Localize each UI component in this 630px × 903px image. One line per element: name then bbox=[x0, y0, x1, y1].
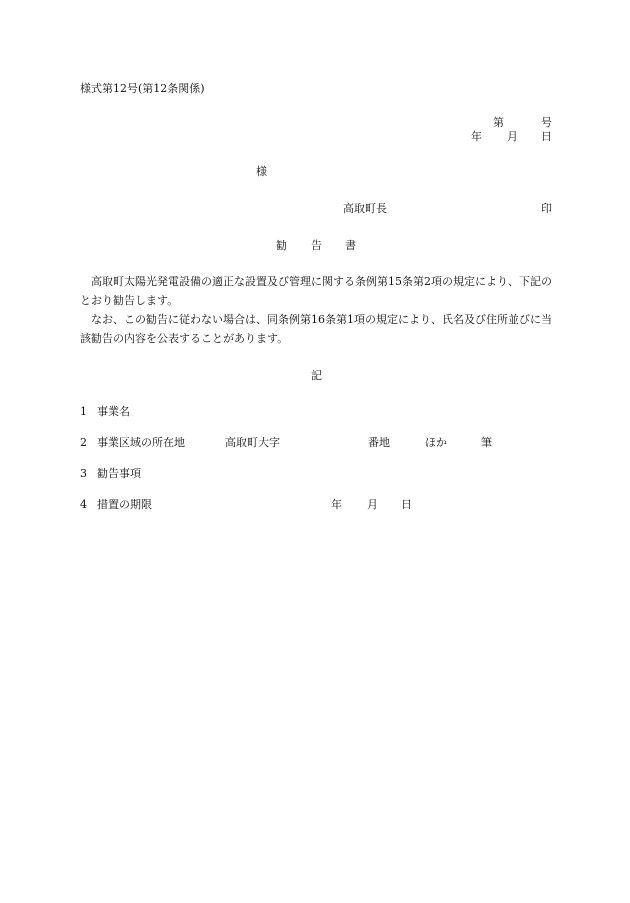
item-number: 1 bbox=[80, 405, 87, 418]
deadline-month: 月 bbox=[367, 498, 378, 511]
date-year: 年 bbox=[471, 130, 482, 143]
location-hitsu: 筆 bbox=[481, 436, 492, 449]
deadline-year: 年 bbox=[331, 498, 342, 511]
item-label-deadline: 措置の期限 bbox=[97, 498, 152, 511]
item-label-recommendation: 勧告事項 bbox=[97, 467, 141, 480]
location-hoka: ほか bbox=[425, 436, 447, 449]
item-label-location: 事業区域の所在地 bbox=[97, 436, 185, 449]
item-number: 2 bbox=[80, 436, 87, 449]
doc-number-go: 号 bbox=[541, 116, 552, 129]
seal-mark: 印 bbox=[541, 202, 552, 215]
title-char-1: 勧 bbox=[276, 239, 287, 252]
doc-number-dai: 第 bbox=[493, 116, 504, 129]
item-number: 3 bbox=[80, 467, 87, 480]
form-label: 様式第12号(第12条関係) bbox=[80, 82, 205, 95]
date-day: 日 bbox=[541, 130, 552, 143]
item-number: 4 bbox=[80, 498, 87, 511]
body-paragraph-2: なお、この勧告に従わない場合は、同条例第16条第1項の規定により、氏名及び住所並びに当該勧告の内容を公表することがあります。 bbox=[80, 313, 552, 345]
deadline-day: 日 bbox=[401, 498, 412, 511]
ki-heading: 記 bbox=[311, 369, 322, 382]
issuer-title: 高取町長 bbox=[343, 202, 387, 215]
title-char-3: 書 bbox=[345, 239, 356, 252]
location-town: 高取町大字 bbox=[225, 436, 280, 449]
item-label-business-name: 事業名 bbox=[97, 405, 130, 418]
title-char-2: 告 bbox=[311, 239, 322, 252]
addressee-suffix: 様 bbox=[256, 165, 267, 178]
date-month: 月 bbox=[507, 130, 518, 143]
location-banchi: 番地 bbox=[368, 436, 390, 449]
body-paragraph-1: 高取町太陽光発電設備の適正な設置及び管理に関する条例第15条第2項の規定により、下記のとおり勧告します。 bbox=[80, 275, 552, 307]
